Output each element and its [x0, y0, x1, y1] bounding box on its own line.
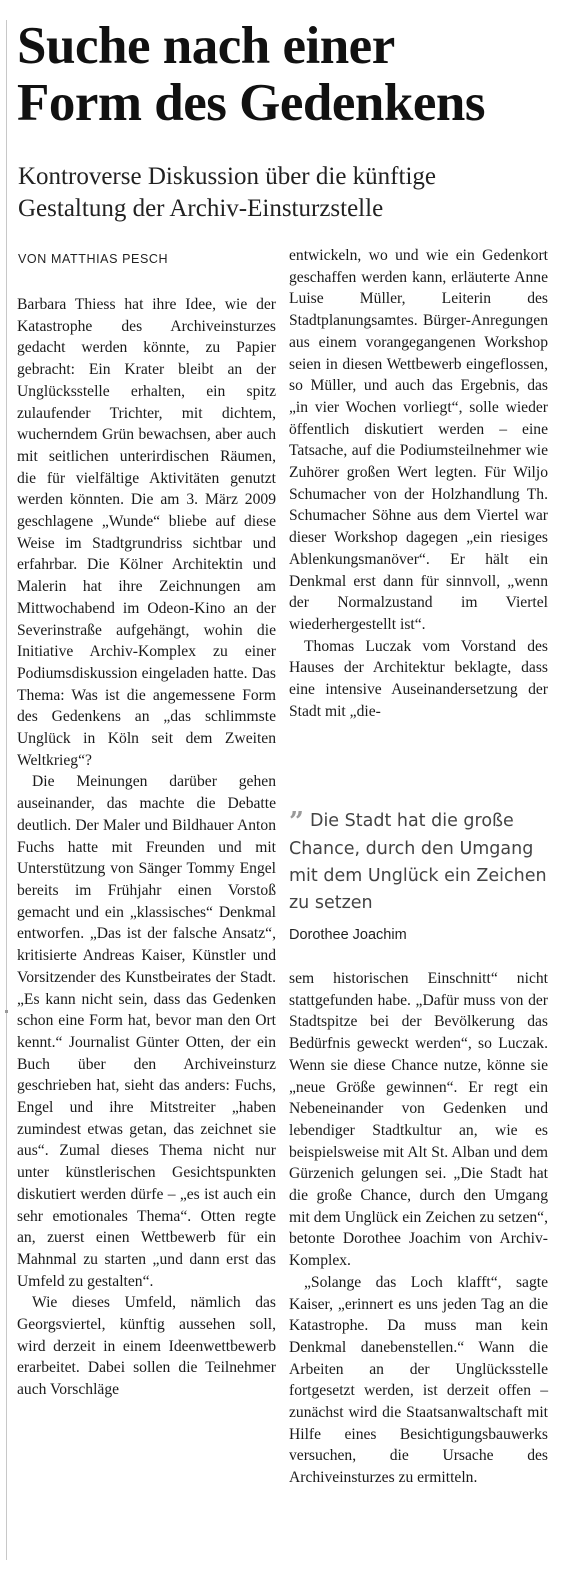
headline-line: Suche nach einer — [17, 17, 395, 75]
quote-mark-icon: ” — [289, 807, 304, 837]
article-column-3 — [289, 968, 548, 1489]
headline-line: Form des Gedenkens — [17, 74, 485, 132]
pull-quote-text: Die Stadt hat die große Chance, durch den Umgang mit dem Unglück ein Zeichen zu setzen — [289, 811, 547, 913]
body-paragraph: sem historischen Einschnitt“ nicht stattgefunden habe. „Dafür muss von der Stadtspitze bei der Bevölkerung das Bedürfnis geweckt werden“, so Luczak. Wenn sie diese Chance nutze, könne sie „neue Größe gewinnen“. Er regt ein Nebeneinander von Gedenken und lebendiger Stadtkultur an, wie es beispielsweise mit Alt St. Alban und dem Gürzenich gelungen sei. „Die Stadt hat die große Chance, durch den Umgang mit dem Unglück ein Zeichen zu setzen“, betonte Dorothee Joachim von Archiv-Komplex. — [289, 970, 548, 1270]
body-paragraph: Wie dieses Umfeld, nämlich das Georgsviertel, künftig aussehen soll, wird derzeit in einem Ideenwettbewerb erarbeitet. Dabei sollen die Teilnehmer auch Vorschläge — [17, 1294, 276, 1399]
body-paragraph: „Solange das Loch klafft“, sagte Kaiser, „erinnert es uns jeden Tag an die Katastrophe. Da muss man kein Denkmal danebenstellen.“ Wann die Arbeiten an der Unglücksstelle fortgesetzt werden, ist derzeit offen – zunächst wird die Staatsanwaltschaft mit Hilfe eines Besichtigungsbauwerks versuchen, die Ursache des Archiveinsturzes zu ermitteln. — [289, 1273, 548, 1487]
margin-mark — [5, 1010, 8, 1013]
subheadline — [18, 161, 558, 225]
byline: VON MATTHIAS PESCH — [18, 252, 169, 266]
headline — [17, 18, 557, 132]
article-column-2 — [289, 245, 548, 722]
page-edge-rule — [6, 20, 7, 1560]
subheadline-line: Gestaltung der Archiv-Einsturzstelle — [18, 195, 384, 222]
article-column-1 — [17, 294, 276, 1401]
pull-quote — [289, 808, 554, 917]
body-paragraph: Barbara Thiess hat ihre Idee, wie der Katastrophe des Archiveinsturzes gedacht werden könnte, zu Papier gebracht: Ein Krater bleibt an der Unglücksstelle erhalten, ein spitz zulaufender Trichter, mit dichtem, wucherndem Grün bewachsen, aber auch mit seitlichen unterirdischen Räumen, die für vielfältige Aktivitäten genutzt werden könnten. Die am 3. März 2009 geschlagene „Wunde“ bliebe auf diese Weise im Stadtgrundriss sichtbar und erfahrbar. Die Kölner Architektin und Malerin hat ihre Zeichnungen am Mittwochabend im Odeon-Kino an der Severinstraße aufgehängt, wohin die Initiative Archiv-Komplex zu einer Podiumsdiskussion eingeladen hatte. Das Thema: Was ist die angemessene Form des Gedenkens an „das schlimmste Unglück in Köln seit dem Zweiten Weltkrieg“? — [17, 296, 276, 769]
body-paragraph: entwickeln, wo und wie ein Gedenkort geschaffen werden kann, erläuterte Anne Luise Müller, Leiterin des Stadtplanungsamtes. Bürger-Anregungen aus einem vorangegangenen Workshop seien in diesen Wettbewerb eingeflossen, so Müller, und auch das Ergebnis, das „in vier Wochen vorliegt“, solle wieder öffentlich diskutiert werden – eine Tatsache, auf die Podiumsteilnehmer wie Zuhörer großen Wert legten. Für Wiljo Schumacher von der Holzhandlung Th. Schumacher Söhne aus dem Viertel war dieser Workshop dagegen „ein riesiges Ablenkungsmanöver“. Er hält ein Denkmal erst dann für sinnvoll, „wenn der Normalzustand im Viertel wiederhergestellt ist“. — [289, 247, 548, 633]
pull-quote-author: Dorothee Joachim — [289, 927, 407, 943]
subheadline-line: Kontroverse Diskussion über die künftige — [18, 163, 436, 190]
body-paragraph: Thomas Luczak vom Vorstand des Hauses der Architektur beklagte, dass eine intensive Auseinandersetzung der Stadt mit „die- — [289, 637, 548, 720]
body-paragraph: Die Meinungen darüber gehen auseinander, das machte die Debatte deutlich. Der Maler und Bildhauer Anton Fuchs hatte mit Freunden und mit Unterstützung von Sänger Tommy Engel bereits im Frühjahr einen Vorstoß gemacht und ein „klassisches“ Denkmal entworfen. „Das ist der falsche Ansatz“, kritisierte Andreas Kaiser, Künstler und Vorsitzender des Kunstbeirates der Stadt. „Es kann nicht sein, dass das Gedenken schon eine Form hat, bevor man den Ort kennt.“ Journalist Günter Otten, der ein Buch über den Archiveinsturz geschrieben hat, sieht das anders: Fuchs, Engel und ihre Mitstreiter „haben zumindest etwas getan, das zeichnet sie aus“. Zumal dieses Thema nicht nur unter künstlerischen Gesichtspunkten diskutiert werden dürfe – „es ist auch ein sehr emotionales Thema“. Otten regte an, zuerst einen Wettbewerb für ein Mahnmal zu starten „und dann erst das Umfeld zu gestalten“. — [17, 773, 276, 1290]
